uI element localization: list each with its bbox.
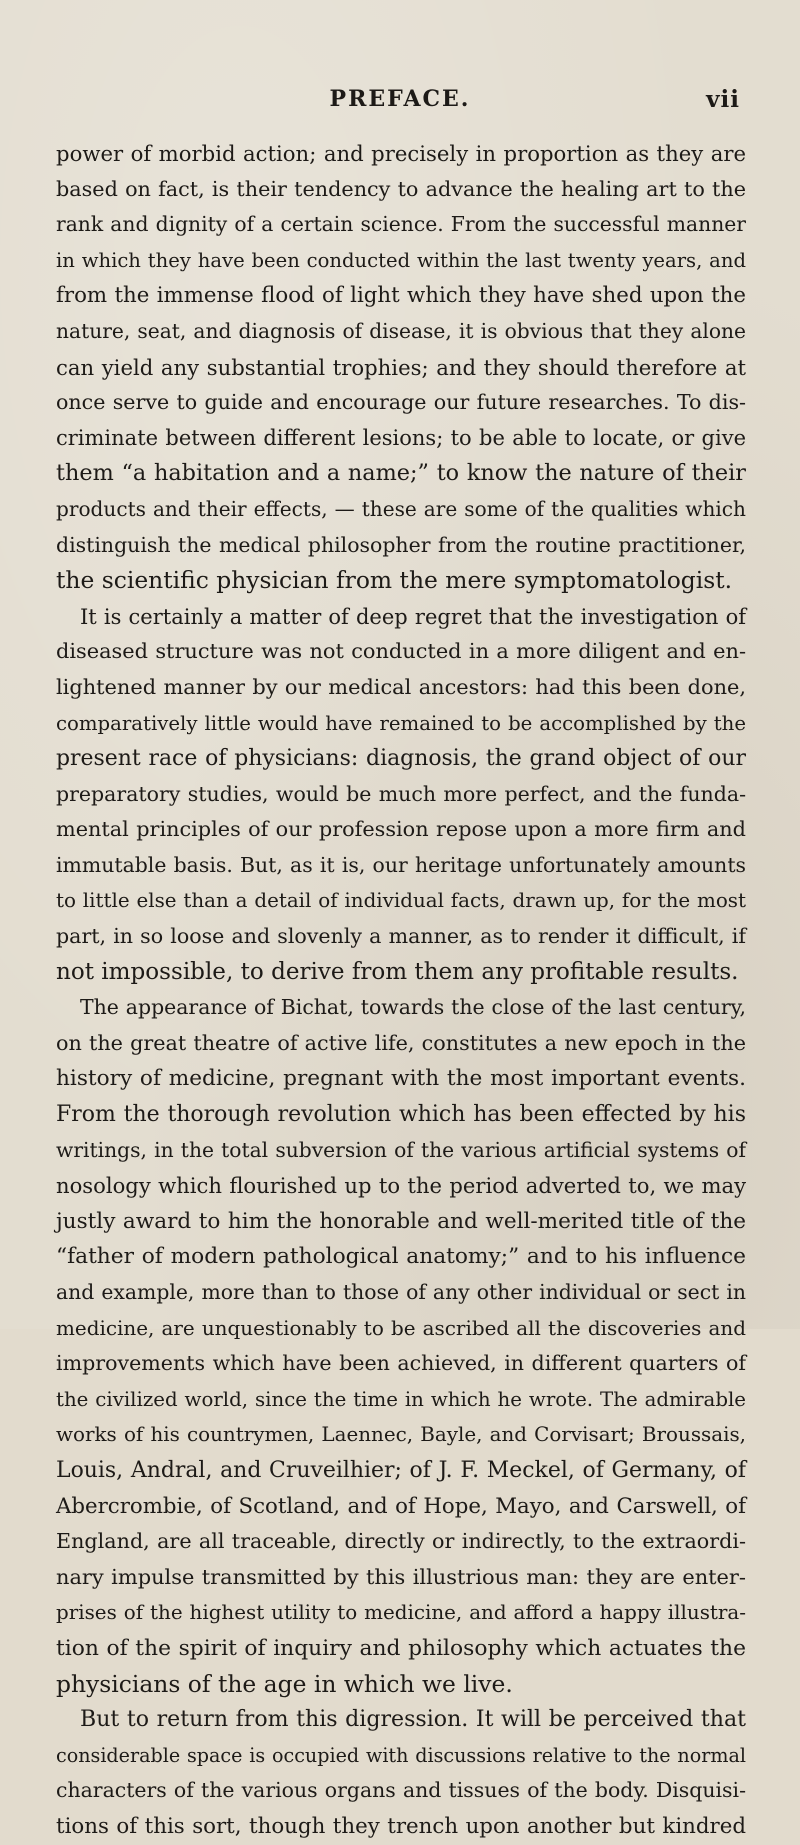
text-line: part, in so loose and slovenly a manner, as to render it difficult, if (56, 924, 746, 949)
text-line: “father of modern pathological anatomy;” and to his influence (56, 1244, 746, 1270)
text-line: comparatively little would have remained to be accomplished by the (56, 711, 746, 735)
text-line: lightened manner by our medical ancestors: had this been done, (56, 674, 746, 699)
text-line: them “a habitation and a name;” to know the nature of their (56, 460, 746, 487)
text-line: nary impulse transmitted by this illustrious man: they are enter- (56, 1564, 746, 1589)
text-line: nature, seat, and diagnosis of disease, it is obvious that they alone (56, 318, 746, 343)
text-line: mental principles of our profession repose upon a more firm and (56, 817, 746, 842)
text-line: distinguish the medical philosopher from the routine practitioner, (56, 532, 746, 557)
text-line: Abercrombie, of Scotland, and of Hope, Mayo, and Carswell, of (56, 1493, 746, 1519)
text-line: From the thorough revolution which has been effected by his (56, 1102, 746, 1128)
text-line: criminate between different lesions; to be able to locate, or give (56, 425, 746, 450)
text-line: justly award to him the honorable and well-merited title of the (56, 1208, 746, 1234)
text-line: products and their effects, — these are some of the qualities which (56, 496, 746, 521)
text-line: not impossible, to derive from them any profitable results. (56, 958, 739, 985)
text-line: diseased structure was not conducted in a more diligent and en- (56, 639, 746, 664)
text-line: the civilized world, since the time in which he wrote. The admirable (56, 1387, 746, 1411)
text-line: can yield any substantial trophies; and they should therefore at (56, 354, 746, 380)
text-line: to little else than a detail of individual facts, drawn up, for the most (56, 889, 746, 913)
text-line: rank and dignity of a certain science. From the successful manner (56, 212, 746, 237)
text-line: power of morbid action; and precisely in proportion as they are (56, 141, 746, 166)
text-line: The appearance of Bichat, towards the close of the last century, (80, 995, 746, 1020)
page-number: vii (706, 86, 740, 113)
text-line: England, are all traceable, directly or indirectly, to the extraordi- (56, 1529, 746, 1554)
running-header (0, 86, 800, 116)
text-line: considerable space is occupied with discussions relative to the normal (56, 1743, 746, 1767)
text-line: preparatory studies, would be much more perfect, and the funda- (56, 781, 746, 806)
text-line: physicians of the age in which we live. (56, 1669, 513, 1698)
text-line: on the great theatre of active life, constitutes a new epoch in the (56, 1030, 746, 1055)
text-line: writings, in the total subversion of the various artificial systems of (56, 1137, 746, 1162)
text-line: based on fact, is their tendency to advance the healing art to the (56, 176, 746, 201)
text-line: in which they have been conducted within the last twenty years, and (56, 248, 746, 272)
body-text (56, 136, 746, 1845)
text-line: from the immense flood of light which they have shed upon the (56, 283, 746, 309)
text-line: and example, more than to those of any other individual or sect in (56, 1280, 746, 1304)
text-line: prises of the highest utility to medicine, and afford a happy illustra- (56, 1601, 746, 1625)
text-line: It is certainly a matter of deep regret that the investigation of (80, 603, 746, 629)
text-line: history of medicine, pregnant with the most important events. (56, 1066, 746, 1092)
text-line: once serve to guide and encourage our future researches. To dis- (56, 390, 746, 415)
text-line: immutable basis. But, as it is, our heritage unfortunately amounts (56, 852, 746, 877)
text-line: nosology which flourished up to the period adverted to, we may (56, 1173, 746, 1199)
text-line: tions of this sort, though they trench upon another but kindred (56, 1813, 746, 1839)
text-line: medicine, are unquestionably to be ascribed all the discoveries and (56, 1315, 746, 1340)
text-line: present race of physicians: diagnosis, the grand object of our (56, 746, 746, 772)
running-title: PREFACE. (329, 86, 471, 112)
text-line: tion of the spirit of inquiry and philosophy which actuates the (56, 1635, 746, 1661)
text-line: the scientific physician from the mere symptomatologist. (56, 566, 733, 595)
text-line: works of his countrymen, Laennec, Bayle, and Corvisart; Broussais, (56, 1423, 746, 1447)
text-line: But to return from this digression. It will be perceived that (80, 1707, 746, 1733)
text-line: Louis, Andral, and Cruveilhier; of J. F. Meckel, of Germany, of (56, 1457, 746, 1483)
text-line: characters of the various organs and tissues of the body. Disquisi- (56, 1778, 746, 1803)
text-line: improvements which have been achieved, in different quarters of (56, 1351, 746, 1376)
